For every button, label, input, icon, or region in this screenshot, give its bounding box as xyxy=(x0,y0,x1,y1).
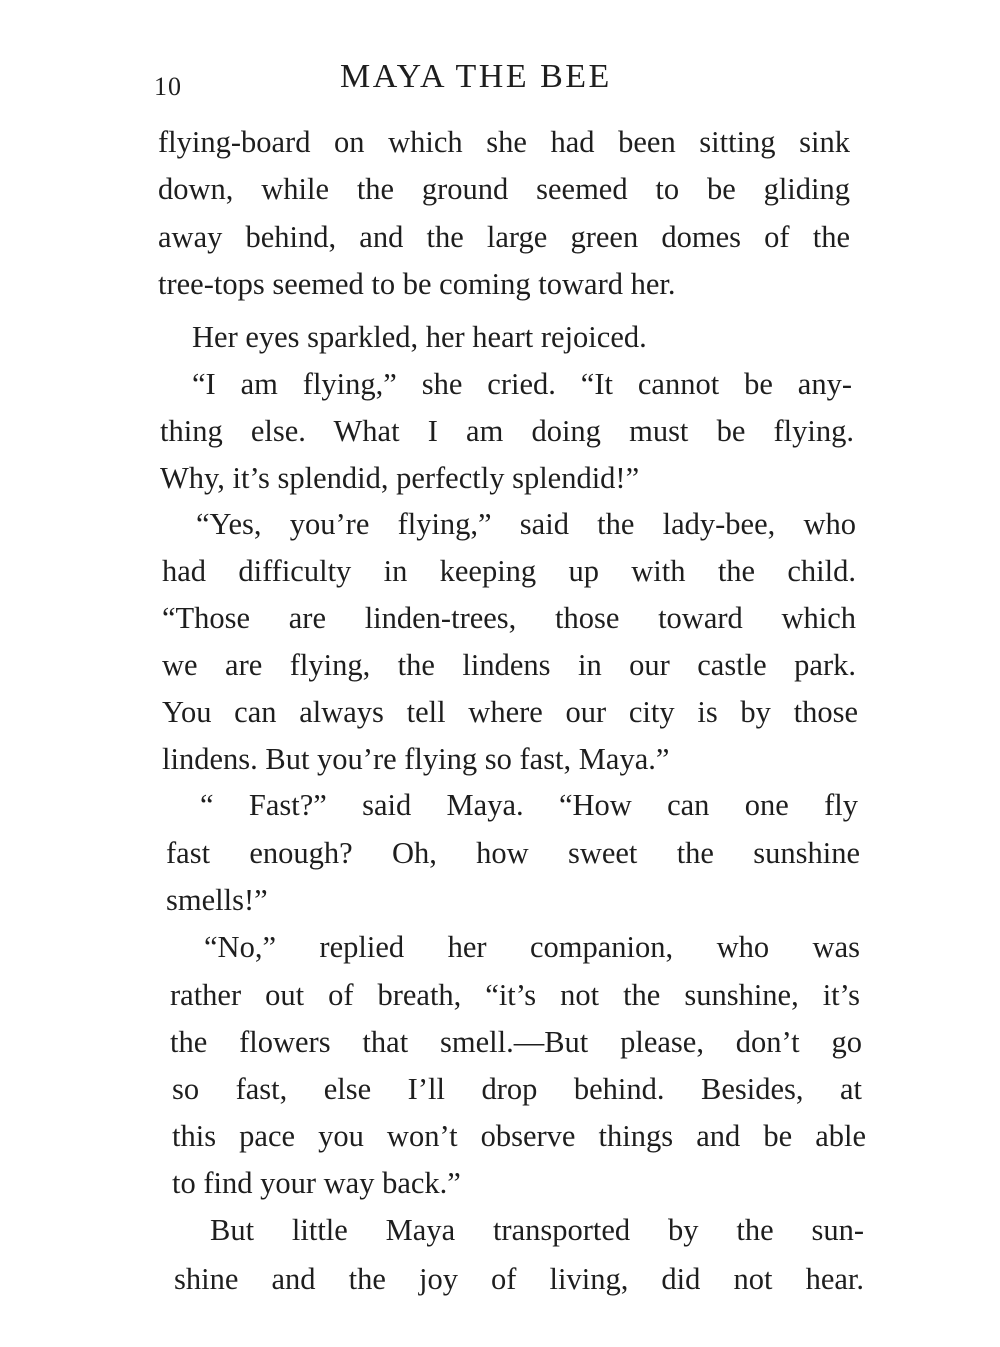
text-line: tree-tops seemed to be coming toward her. xyxy=(158,267,676,301)
text-line: flying-board on which she had been sitting sink xyxy=(158,125,850,159)
text-line: “I am flying,” she cried. “It cannot be any- xyxy=(192,367,852,401)
text-line: lindens. But you’re flying so fast, Maya.” xyxy=(162,742,670,776)
text-line: smells!” xyxy=(166,883,268,917)
text-line: “Yes, you’re flying,” said the lady-bee, who xyxy=(196,507,856,541)
running-title: MAYA THE BEE xyxy=(340,58,612,95)
text-line: the flowers that smell.—But please, don’t go xyxy=(170,1025,862,1059)
text-line: Her eyes sparkled, her heart rejoiced. xyxy=(192,320,647,354)
text-line: so fast, else I’ll drop behind. Besides, at xyxy=(172,1072,862,1106)
page-number: 10 xyxy=(154,72,182,101)
text-line: “No,” replied her companion, who was xyxy=(204,930,860,964)
text-line: we are flying, the lindens in our castle park. xyxy=(162,648,856,682)
text-line: You can always tell where our city is by those xyxy=(162,695,858,729)
text-line: But little Maya transported by the sun- xyxy=(210,1213,864,1247)
text-line: away behind, and the large green domes of the xyxy=(158,220,850,254)
text-line: rather out of breath, “it’s not the sunshine, it’s xyxy=(170,978,860,1012)
text-line: to find your way back.” xyxy=(172,1166,461,1200)
text-line: “ Fast?” said Maya. “How can one fly xyxy=(200,788,858,822)
text-line: fast enough? Oh, how sweet the sunshine xyxy=(166,836,860,870)
text-line: down, while the ground seemed to be gliding xyxy=(158,172,850,206)
text-line: had difficulty in keeping up with the child. xyxy=(162,554,856,588)
text-line: thing else. What I am doing must be flying. xyxy=(160,414,854,448)
text-line: Why, it’s splendid, perfectly splendid!” xyxy=(160,461,640,495)
text-line: this pace you won’t observe things and be able xyxy=(172,1119,866,1153)
page-header xyxy=(150,58,870,106)
text-line: “Those are linden-trees, those toward which xyxy=(162,601,856,635)
text-line: shine and the joy of living, did not hear. xyxy=(174,1262,864,1296)
